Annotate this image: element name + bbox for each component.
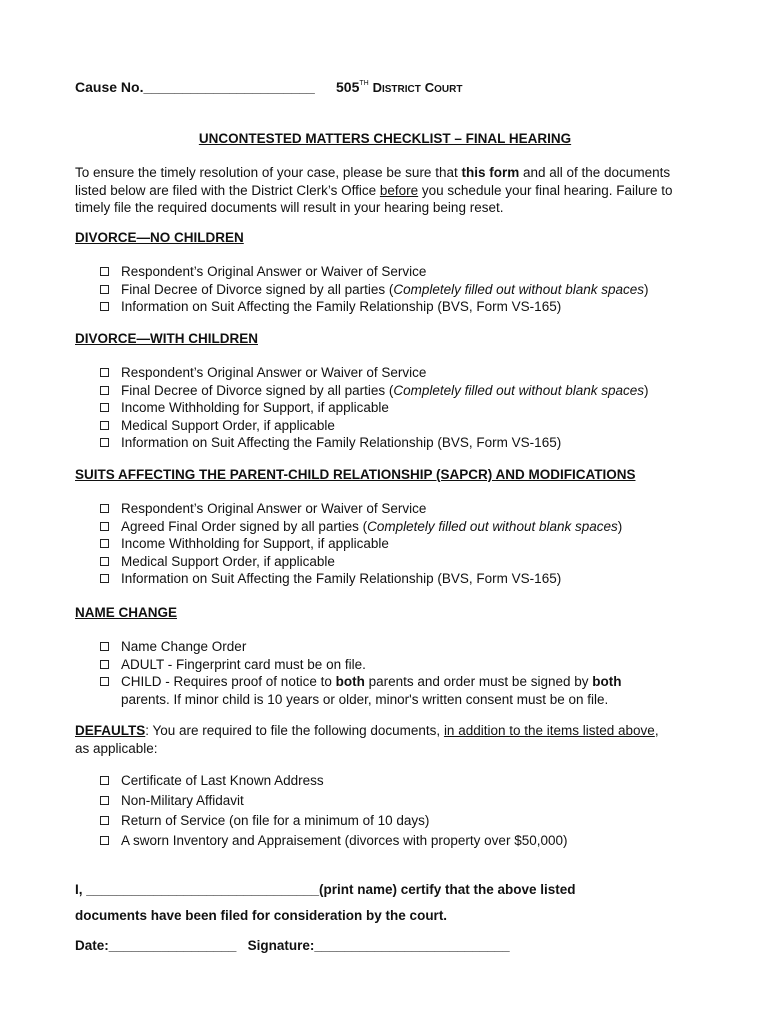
list-item: CHILD - Requires proof of notice to both parents and order must be signed by both parents. If minor child is 10 years or older, minor's written consent must be on file. xyxy=(98,673,673,708)
checkbox[interactable] xyxy=(100,796,109,805)
list-item: Name Change Order xyxy=(98,638,673,656)
certification-line-1: I, _______________________________(print name) certify that the above listed xyxy=(75,882,576,897)
checkbox[interactable] xyxy=(100,504,109,513)
checklist-defaults xyxy=(98,771,698,851)
checkbox[interactable] xyxy=(100,368,109,377)
list-item: Respondent’s Original Answer or Waiver of Service xyxy=(98,364,698,382)
list-item: Income Withholding for Support, if applicable xyxy=(98,535,698,553)
list-item: Final Decree of Divorce signed by all parties (Completely filled out without blank spaces) xyxy=(98,382,698,400)
intro-paragraph: To ensure the timely resolution of your case, please be sure that this form and all of the documents listed below are filed with the District Clerk’s Office before you schedule your final hearing. Failure to timely file the required documents will result in your hearing being reset. xyxy=(75,165,673,215)
cause-number-field: Cause No.______________________ xyxy=(75,79,315,95)
checkbox[interactable] xyxy=(100,836,109,845)
checkbox[interactable] xyxy=(100,302,109,311)
list-item: Medical Support Order, if applicable xyxy=(98,417,698,435)
list-item: Agreed Final Order signed by all parties (Completely filled out without blank spaces) xyxy=(98,518,698,536)
court-superscript: TH xyxy=(359,80,369,87)
checkbox[interactable] xyxy=(100,574,109,583)
court-name: 505TH DISTRICT COURT xyxy=(336,79,463,95)
checkbox[interactable] xyxy=(100,386,109,395)
form-title: UNCONTESTED MATTERS CHECKLIST – FINAL HEARING xyxy=(198,131,572,146)
section-heading-sapcr: SUITS AFFECTING THE PARENT-CHILD RELATIONSHIP (SAPCR) AND MODIFICATIONS xyxy=(75,467,636,482)
section-heading-divorce-no-children: DIVORCE—NO CHILDREN xyxy=(75,230,244,245)
checkbox[interactable] xyxy=(100,539,109,548)
section-heading-divorce-with-children: DIVORCE—WITH CHILDREN xyxy=(75,331,258,346)
checklist-name-change xyxy=(98,638,673,708)
date-field: Date:_________________ xyxy=(75,938,237,953)
checklist-divorce-no-children xyxy=(98,263,698,316)
list-item: ADULT - Fingerprint card must be on file. xyxy=(98,656,673,674)
list-item: Respondent’s Original Answer or Waiver of Service xyxy=(98,263,698,281)
checklist-divorce-with-children xyxy=(98,364,698,452)
list-item: Return of Service (on file for a minimum of 10 days) xyxy=(98,811,698,831)
checkbox[interactable] xyxy=(100,403,109,412)
date-signature-line xyxy=(75,938,510,953)
list-item: Information on Suit Affecting the Family Relationship (BVS, Form VS-165) xyxy=(98,570,698,588)
defaults-paragraph: DEFAULTS: You are required to file the following documents, in addition to the items listed above, as applicable: xyxy=(75,723,659,756)
checkbox[interactable] xyxy=(100,557,109,566)
list-item: Final Decree of Divorce signed by all parties (Completely filled out without blank spaces) xyxy=(98,281,698,299)
list-item: A sworn Inventory and Appraisement (divorces with property over $50,000) xyxy=(98,831,698,851)
list-item: Information on Suit Affecting the Family Relationship (BVS, Form VS-165) xyxy=(98,298,698,316)
checkbox[interactable] xyxy=(100,285,109,294)
section-heading-name-change: NAME CHANGE xyxy=(75,605,178,620)
checkbox[interactable] xyxy=(100,816,109,825)
checkbox[interactable] xyxy=(100,776,109,785)
case-header xyxy=(75,79,463,95)
checkbox[interactable] xyxy=(100,677,109,686)
list-item: Certificate of Last Known Address xyxy=(98,771,698,791)
checklist-sapcr xyxy=(98,500,698,588)
list-item: Information on Suit Affecting the Family Relationship (BVS, Form VS-165) xyxy=(98,434,698,452)
checkbox[interactable] xyxy=(100,421,109,430)
list-item: Non-Military Affidavit xyxy=(98,791,698,811)
list-item: Income Withholding for Support, if applicable xyxy=(98,399,698,417)
checkbox[interactable] xyxy=(100,660,109,669)
checkbox[interactable] xyxy=(100,642,109,651)
signature-field: Signature:__________________________ xyxy=(247,938,510,953)
list-item: Medical Support Order, if applicable xyxy=(98,553,698,571)
checkbox[interactable] xyxy=(100,267,109,276)
certification-line-2: documents have been filed for consideration by the court. xyxy=(75,908,448,923)
checkbox[interactable] xyxy=(100,522,109,531)
checkbox[interactable] xyxy=(100,438,109,447)
list-item: Respondent’s Original Answer or Waiver of Service xyxy=(98,500,698,518)
